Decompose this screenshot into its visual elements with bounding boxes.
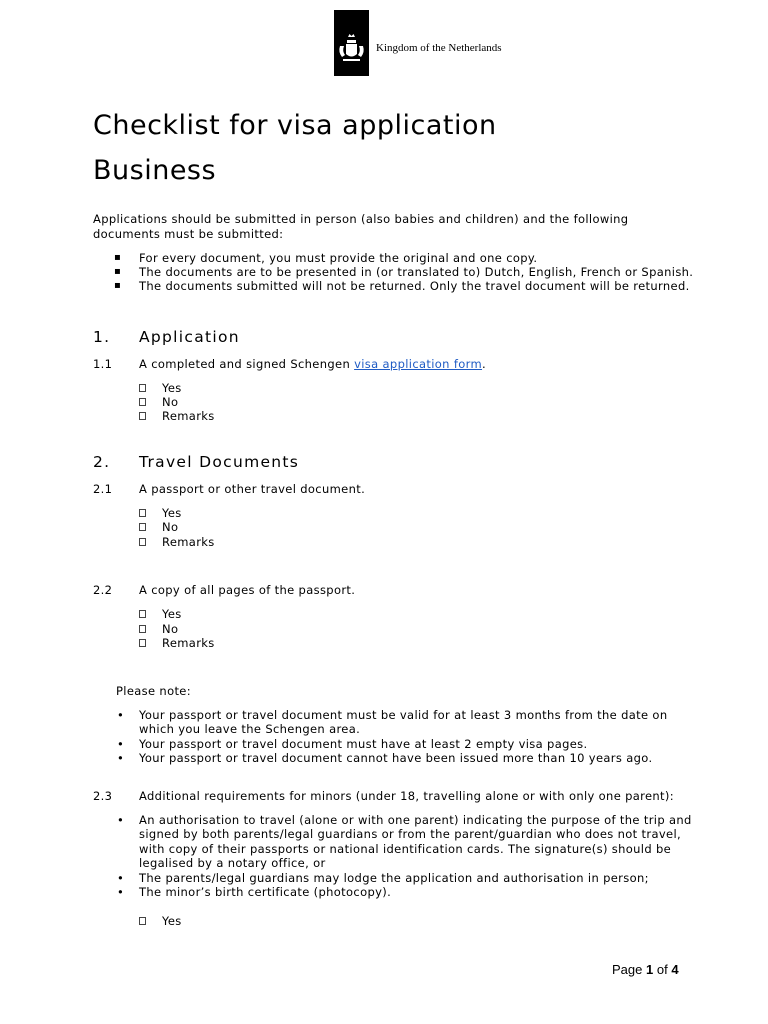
square-bullet-icon: ▪ — [114, 266, 122, 277]
bullet-icon: • — [117, 885, 125, 899]
section-heading-travel-documents: Travel Documents — [139, 453, 300, 471]
item-text: A copy of all pages of the passport. — [139, 583, 356, 597]
bullet-icon: • — [117, 737, 125, 751]
section-number: 2. — [93, 453, 111, 471]
item-number: 1.1 — [93, 357, 113, 371]
list-item: with copy of their passports or national identification cards. The signature(s) should be — [139, 842, 672, 856]
square-bullet-icon: ▪ — [114, 252, 122, 263]
square-bullet-icon: ▪ — [114, 280, 122, 291]
bullet-icon: • — [117, 871, 125, 885]
section-number: 1. — [93, 328, 111, 346]
checkbox-icon[interactable] — [139, 384, 146, 392]
lion-crest-icon — [334, 10, 369, 76]
checkbox-icon[interactable] — [139, 538, 146, 546]
list-item: An authorisation to travel (alone or with one parent) indicating the purpose of the trip and — [139, 813, 692, 827]
page-indicator: Page 1 of 4 — [612, 962, 679, 977]
list-item: The minor’s birth certificate (photocopy). — [139, 885, 392, 899]
checkbox-icon[interactable] — [139, 523, 146, 531]
item-text: A passport or other travel document. — [139, 482, 366, 496]
checkbox-icon[interactable] — [139, 509, 146, 517]
checkbox-icon[interactable] — [139, 625, 146, 633]
list-item: signed by both parents/legal guardians or from the parent/guardian who does not travel, — [139, 827, 682, 841]
list-item: which you leave the Schengen area. — [139, 722, 361, 736]
coat-of-arms-logo — [334, 10, 369, 76]
item-number: 2.1 — [93, 482, 113, 496]
list-item: Your passport or travel document must be valid for at least 3 months from the date on — [139, 708, 668, 722]
intro-text: Applications should be submitted in person (also babies and children) and the following documents must be submitted: — [93, 212, 629, 241]
list-item: Your passport or travel document must have at least 2 empty visa pages. — [139, 737, 588, 751]
page-subtitle: Business — [93, 155, 217, 186]
item-text: A completed and signed Schengen visa application form. — [139, 357, 487, 371]
bullet-icon: • — [117, 813, 125, 827]
section-heading-application: Application — [139, 328, 240, 346]
note-heading: Please note: — [116, 684, 191, 698]
checkbox-icon[interactable] — [139, 398, 146, 406]
bullet-icon: • — [117, 708, 125, 722]
item-number: 2.3 — [93, 789, 113, 803]
page-title: Checklist for visa application — [93, 110, 497, 141]
checkbox-icon[interactable] — [139, 917, 146, 925]
checkbox-icon[interactable] — [139, 639, 146, 647]
visa-application-form-link[interactable]: visa application form — [354, 357, 483, 371]
checkbox-icon[interactable] — [139, 412, 146, 420]
checkbox-icon[interactable] — [139, 610, 146, 618]
list-item: The parents/legal guardians may lodge the application and authorisation in person; — [139, 871, 649, 885]
bullet-icon: • — [117, 751, 125, 765]
item-text: Additional requirements for minors (under 18, travelling alone or with only one parent): — [139, 789, 674, 803]
list-item: legalised by a notary office, or — [139, 856, 326, 870]
item-number: 2.2 — [93, 583, 113, 597]
list-item: Your passport or travel document cannot have been issued more than 10 years ago. — [139, 751, 653, 765]
org-name: Kingdom of the Netherlands — [376, 42, 502, 54]
